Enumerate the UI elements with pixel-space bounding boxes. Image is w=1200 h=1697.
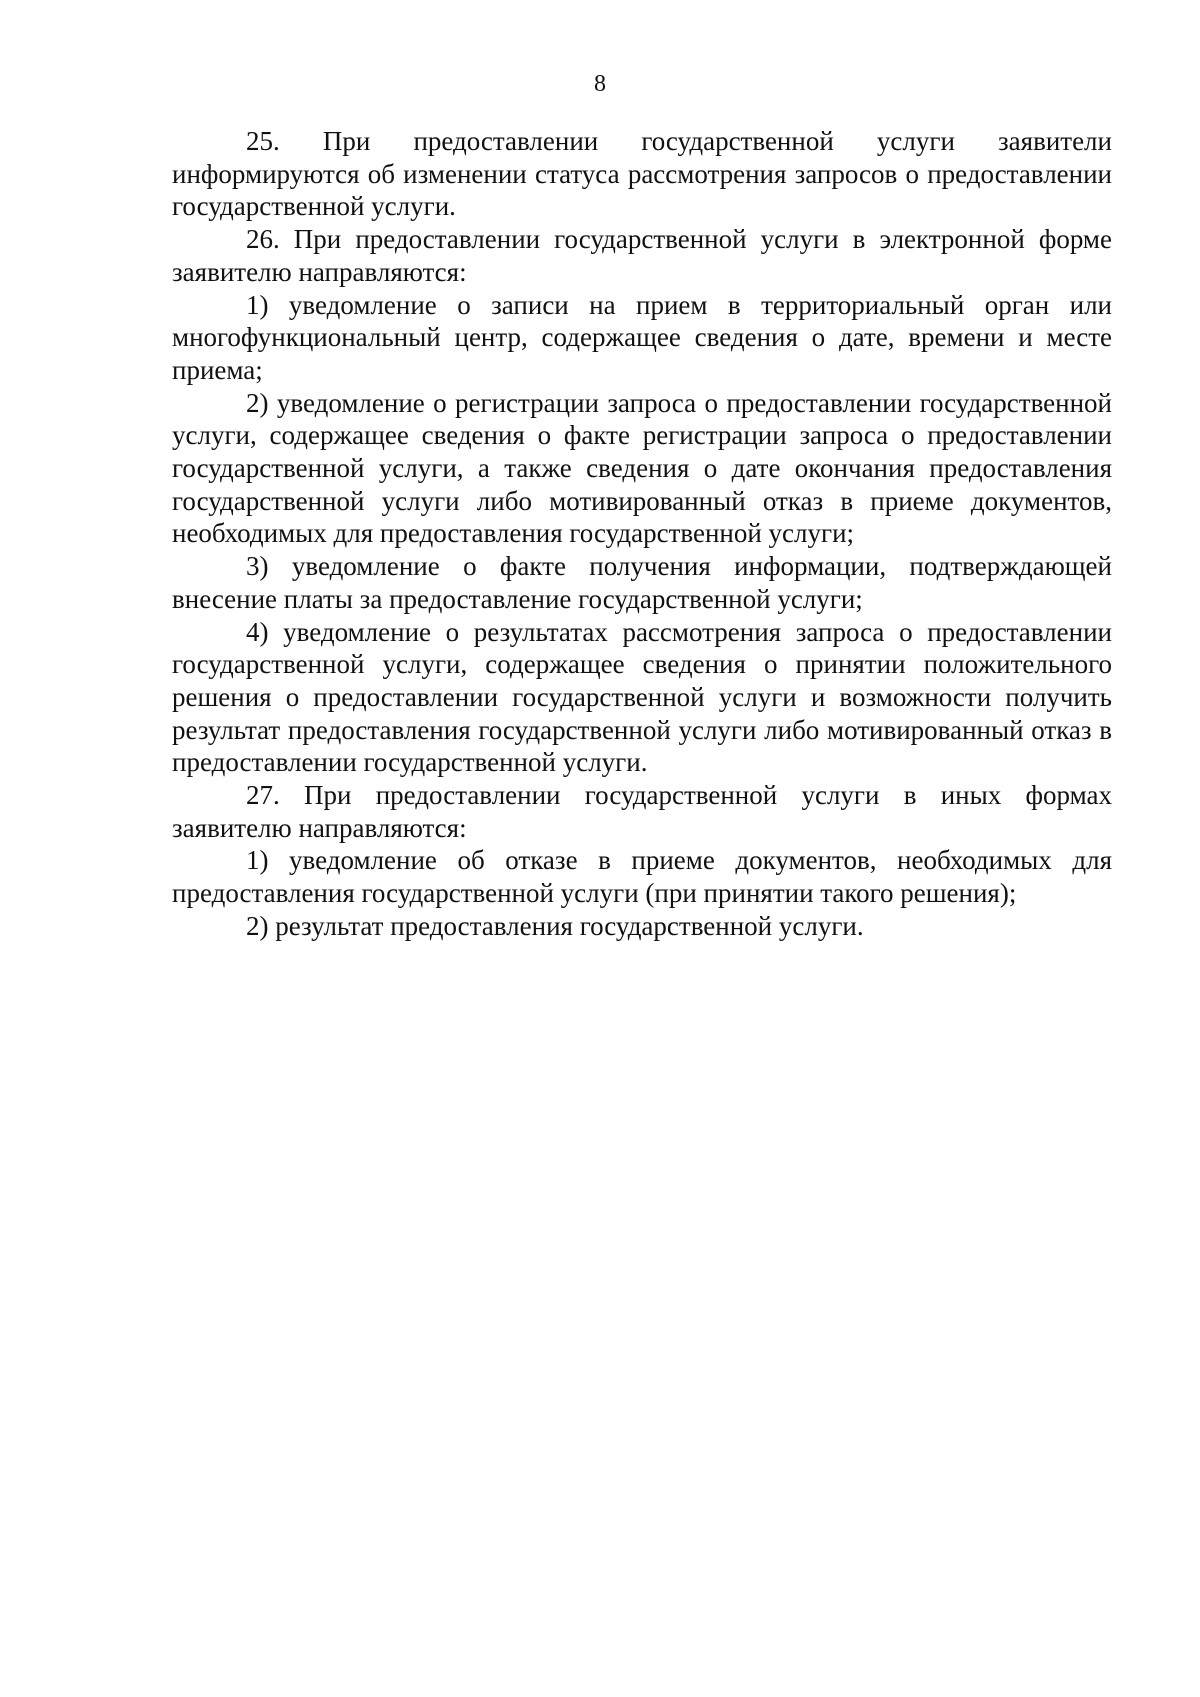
- paragraph-26: 26. При предоставлении государственной услуги в электронной форме заявителю направляются:: [172, 224, 1112, 287]
- paragraph-27-item-2: 2) результат предоставления государственной услуги.: [246, 910, 864, 941]
- paragraph-26-item-1: 1) уведомление о записи на прием в территориальный орган или многофункциональный центр, содержащее сведения о дате, времени и месте приема;: [172, 289, 1112, 385]
- paragraph-26-item-2: 2) уведомление о регистрации запроса о предоставлении государственной услуги, содержащее сведения о факте регистрации запроса о предоставлении государственной услуги, а также сведения о дате окончания предоставления государственной услуги либо мотивированный отказ в приеме документов, необходимых для предоставления государственной услуги;: [172, 387, 1112, 549]
- document-body: [172, 125, 1112, 943]
- page-number: 8: [594, 71, 606, 97]
- paragraph-27: 27. При предоставлении государственной услуги в иных формах заявителю направляются:: [172, 780, 1112, 843]
- paragraph-26-item-4: 4) уведомление о результатах рассмотрения запроса о предоставлении государственной услуги, содержащее сведения о принятии положительного решения о предоставлении государственной услуги и возможности получить результат предоставления государственной услуги либо мотивированный отказ в предоставлении государственной услуги.: [172, 616, 1112, 778]
- paragraph-26-item-3: 3) уведомление о факте получения информации, подтверждающей внесение платы за предоставление государственной услуги;: [172, 551, 1112, 614]
- paragraph-25: 25. При предоставлении государственной услуги заявители информируются об изменении статуса рассмотрения запросов о предоставлении государственной услуги.: [172, 126, 1112, 222]
- paragraph-27-item-1: 1) уведомление об отказе в приеме документов, необходимых для предоставления государственной услуги (при принятии такого решения);: [172, 845, 1112, 909]
